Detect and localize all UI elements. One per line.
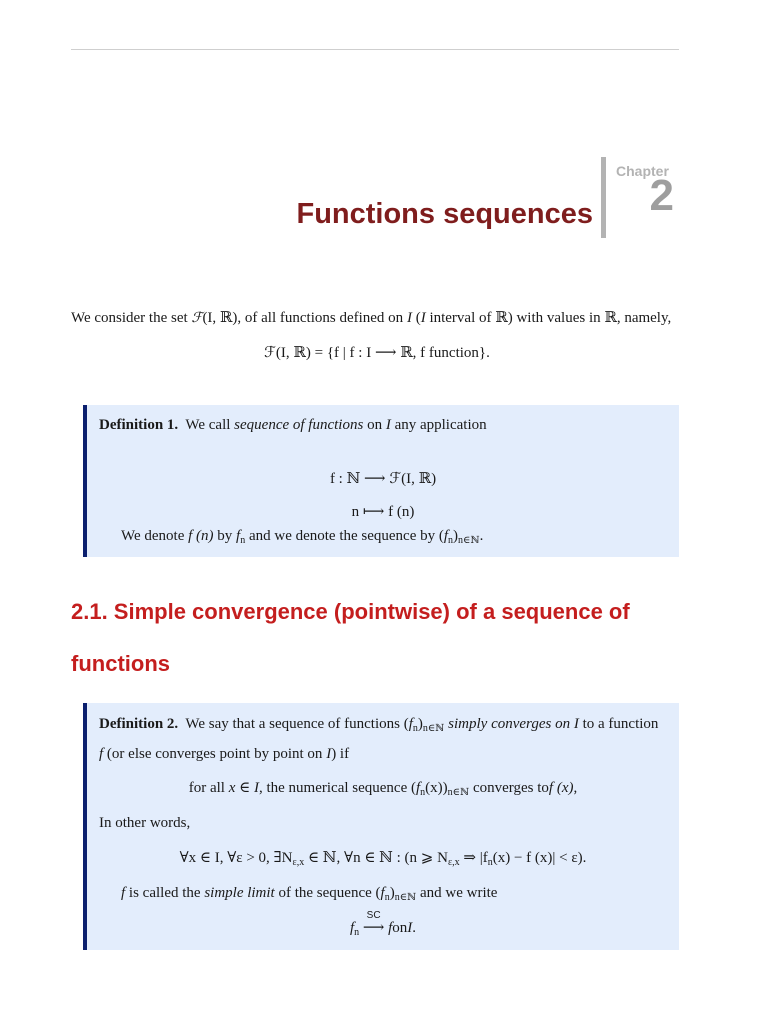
definition-2-box [83, 703, 679, 950]
chapter-title: Functions sequences [296, 198, 593, 230]
definition-1-statement: Definition 1. We call sequence of functions on I any application [99, 417, 487, 433]
set-definition-formula: ℱ(I, ℝ) = {f | f : I ⟶ ℝ, f function}. [264, 345, 490, 361]
definition-2-line-3: for all x ∈ I, the numerical sequence $(f_n(x))_{n\in ℕ}$ converges tof (x), [188, 780, 578, 798]
chapter-heading [0, 150, 768, 250]
chapter-number: 2 [649, 171, 674, 220]
definition-1-notation: We denote f (n) by $f_n$ and we denote the sequence by $(f_n)_{n\in ℕ}$. [121, 528, 484, 546]
header-rule [71, 49, 679, 50]
definition-1-map-line-1: f : ℕ ⟶ ℱ(I, ℝ) [329, 471, 437, 487]
section-heading: 2.1. Simple convergence (pointwise) of a sequence of functions [71, 599, 630, 676]
definition-2-line-4: In other words, [99, 815, 191, 831]
definition-2-convergence-notation: $f_n$ SC ⟶ fonI. [349, 910, 417, 938]
sc-arrow: SC ⟶ [362, 910, 385, 936]
chapter-divider [601, 157, 606, 238]
definition-1-map-line-2: n ⟼ f (n) [351, 504, 415, 520]
definition-1-box [83, 405, 679, 557]
definition-2-formula: ∀x ∈ I, ∀ε > 0, $\exists N_{\varepsilon,x}$ ∈ ℕ, ∀n ∈ ℕ : (n ⩾ $N_{\varepsilon,x}$ ⇒ $|f_n(x) - f$ (x)| < ε). [179, 850, 587, 868]
intro-paragraph: We consider the set ℱ(I, ℝ), of all functions defined on I (I interval of ℝ) with values in ℝ, namely, [71, 310, 672, 326]
definition-2-line-1: Definition 2. We say that a sequence of functions $(f_n)_{n\in ℕ}$ simply converges on I to a function [99, 716, 659, 734]
definition-2-line-2: f (or else converges point by point on I) if [99, 746, 350, 762]
definition-2-line-6: f is called the simple limit of the sequence $(f_n)_{n\in ℕ}$ and we write [121, 885, 498, 903]
chapter-label: Chapter [616, 163, 669, 179]
